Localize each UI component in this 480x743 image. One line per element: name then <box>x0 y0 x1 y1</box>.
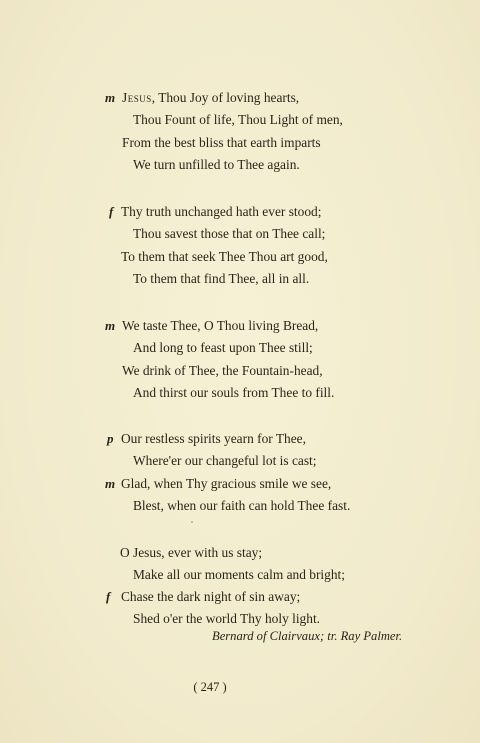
verse-line: Blest, when our faith can hold Thee fast. <box>133 498 351 513</box>
verse-line: And thirst our souls from Thee to fill. <box>133 385 335 400</box>
first-word: Jesus <box>122 90 152 105</box>
verse-line: We turn unfilled to Thee again. <box>133 157 300 172</box>
dynamic-mark: f <box>109 204 114 219</box>
dynamic-mark: m <box>105 318 116 333</box>
verse-line: Thou savest those that on Thee call; <box>133 226 326 241</box>
verse-line: Glad, when Thy gracious smile we see, <box>121 476 332 491</box>
verse-line: To them that seek Thee Thou art good, <box>121 249 328 264</box>
hymn-attribution: Bernard of Clairvaux; tr. Ray Palmer. <box>212 629 403 643</box>
verse-line: Make all our moments calm and bright; <box>133 567 345 582</box>
verse-line: To them that find Thee, all in all. <box>133 271 310 286</box>
verse-line: Chase the dark night of sin away; <box>121 589 301 604</box>
page-number: ( 247 ) <box>193 680 227 694</box>
verse-line: O Jesus, ever with us stay; <box>120 545 263 560</box>
verse-line <box>122 90 299 106</box>
verse-line: We taste Thee, O Thou living Bread, <box>122 318 319 333</box>
verse-line: Thou Fount of life, Thou Light of men, <box>133 112 343 127</box>
verse-line: From the best bliss that earth imparts <box>122 135 321 150</box>
verse-line: Shed o'er the world Thy holy light. <box>133 611 321 626</box>
verse-line: Our restless spirits yearn for Thee, <box>121 431 306 446</box>
verse-line-rest: , Thou Joy of loving hearts, <box>151 90 300 105</box>
verse-line: Thy truth unchanged hath ever stood; <box>121 204 322 219</box>
ink-speck <box>191 521 193 523</box>
dynamic-mark: f <box>106 589 111 604</box>
dynamic-mark: p <box>107 431 114 446</box>
verse-line: And long to feast upon Thee still; <box>133 340 313 355</box>
dynamic-mark: m <box>105 476 116 491</box>
verse-line: Where'er our changeful lot is cast; <box>133 453 317 468</box>
verse-line: We drink of Thee, the Fountain-head, <box>122 363 323 378</box>
dynamic-mark: m <box>105 90 116 105</box>
